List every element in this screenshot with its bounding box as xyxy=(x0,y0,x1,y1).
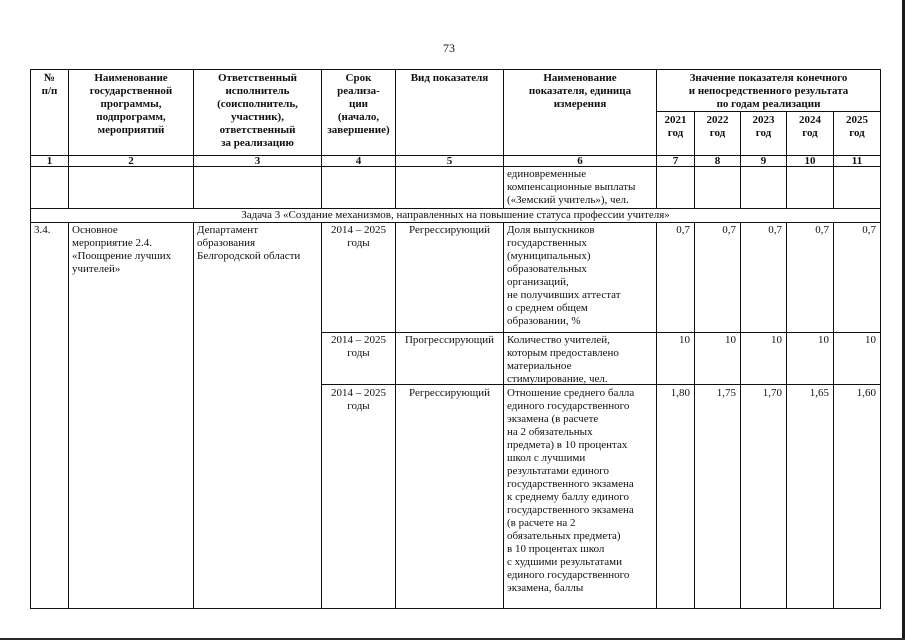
indicator-value: 10 xyxy=(725,334,736,346)
column-number: 1 xyxy=(46,155,53,167)
column-number: 3 xyxy=(254,155,261,167)
event-name: Основное мероприятие 2.4. «Поощрение лучших учителей» xyxy=(72,224,172,275)
event-number: 3.4. xyxy=(34,224,51,236)
indicator-type: Регрессирующий xyxy=(409,387,490,399)
indicator-value: 0,7 xyxy=(815,224,829,236)
indicator-value: 10 xyxy=(865,334,876,346)
event-executor: Департамент образования Белгородской области xyxy=(197,224,301,262)
header-year-2021: 2021 год xyxy=(664,114,687,139)
header-year-2022: 2022 год xyxy=(706,114,729,139)
indicator-value: 10 xyxy=(679,334,690,346)
header-period: Срок реализа- ции (начало, завершение) xyxy=(327,72,390,136)
indicator-value: 1,70 xyxy=(762,387,782,399)
column-number: 4 xyxy=(355,155,362,167)
column-number: 11 xyxy=(851,155,863,167)
header-year-2024: 2024 год xyxy=(799,114,821,139)
indicator-type: Прогрессирующий xyxy=(404,334,495,346)
indicator-value: 0,7 xyxy=(722,224,736,236)
page-number: 73 xyxy=(443,41,455,55)
indicator-value: 0,7 xyxy=(676,224,690,236)
column-number: 8 xyxy=(714,155,721,167)
indicator-name: Отношение среднего балла единого государственного экзамена (в расчете на 2 обязательных предмета) в 10 процентах школ с лучшими результатами единого государственного экзамена к среднему баллу единого государственного экзамена (в расчете на 2 обязательных предмета) в 10 процентах школ с худшими результатами единого государственного экзамена, баллы xyxy=(507,387,635,594)
indicator-name: Доля выпускников государственных (муниципальных) образовательных организаций, не получивших аттестат о среднем общем образовании, % xyxy=(507,224,621,327)
column-number: 6 xyxy=(577,155,583,167)
continuation-indicator-text: единовременные компенсационные выплаты («Земский учитель»), чел. xyxy=(507,168,636,206)
header-program-name: Наименование государственной программы, подпрограмм, мероприятий xyxy=(89,72,173,136)
column-number: 10 xyxy=(804,155,816,167)
header-indicator-name: Наименование показателя, единица измерения xyxy=(528,72,632,110)
indicator-period: 2014 – 2025 годы xyxy=(331,387,386,412)
column-number: 9 xyxy=(760,155,767,167)
column-number: 2 xyxy=(128,155,134,167)
indicator-value: 1,75 xyxy=(716,387,736,399)
indicator-type: Регрессирующий xyxy=(409,224,490,236)
indicator-value: 10 xyxy=(818,334,829,346)
header-year-2025: 2025 год xyxy=(846,114,868,139)
indicator-period: 2014 – 2025 годы xyxy=(331,224,386,249)
indicator-value: 1,80 xyxy=(670,387,690,399)
header-indicator-type: Вид показателя xyxy=(410,72,489,84)
indicator-value: 1,65 xyxy=(809,387,829,399)
header-year-2023: 2023 год xyxy=(752,114,775,139)
header-executor: Ответственный исполнитель (соисполнитель, участник), ответственный за реализацию xyxy=(217,72,298,149)
header-values-group: Значение показателя конечного и непосредственного результата по годам реализации xyxy=(688,72,849,110)
indicator-value: 10 xyxy=(771,334,782,346)
indicator-value: 0,7 xyxy=(862,224,876,236)
indicator-name: Количество учителей, которым предоставлено материальное стимулирование, чел. xyxy=(507,334,619,385)
indicator-value: 0,7 xyxy=(768,224,782,236)
indicator-value: 1,60 xyxy=(856,387,876,399)
column-number: 7 xyxy=(672,155,679,167)
indicator-period: 2014 – 2025 годы xyxy=(331,334,386,359)
column-number: 5 xyxy=(446,155,453,167)
task-title: Задача 3 «Создание механизмов, направленных на повышение статуса профессии учителя» xyxy=(241,209,670,221)
header-number: № п/п xyxy=(41,72,58,97)
